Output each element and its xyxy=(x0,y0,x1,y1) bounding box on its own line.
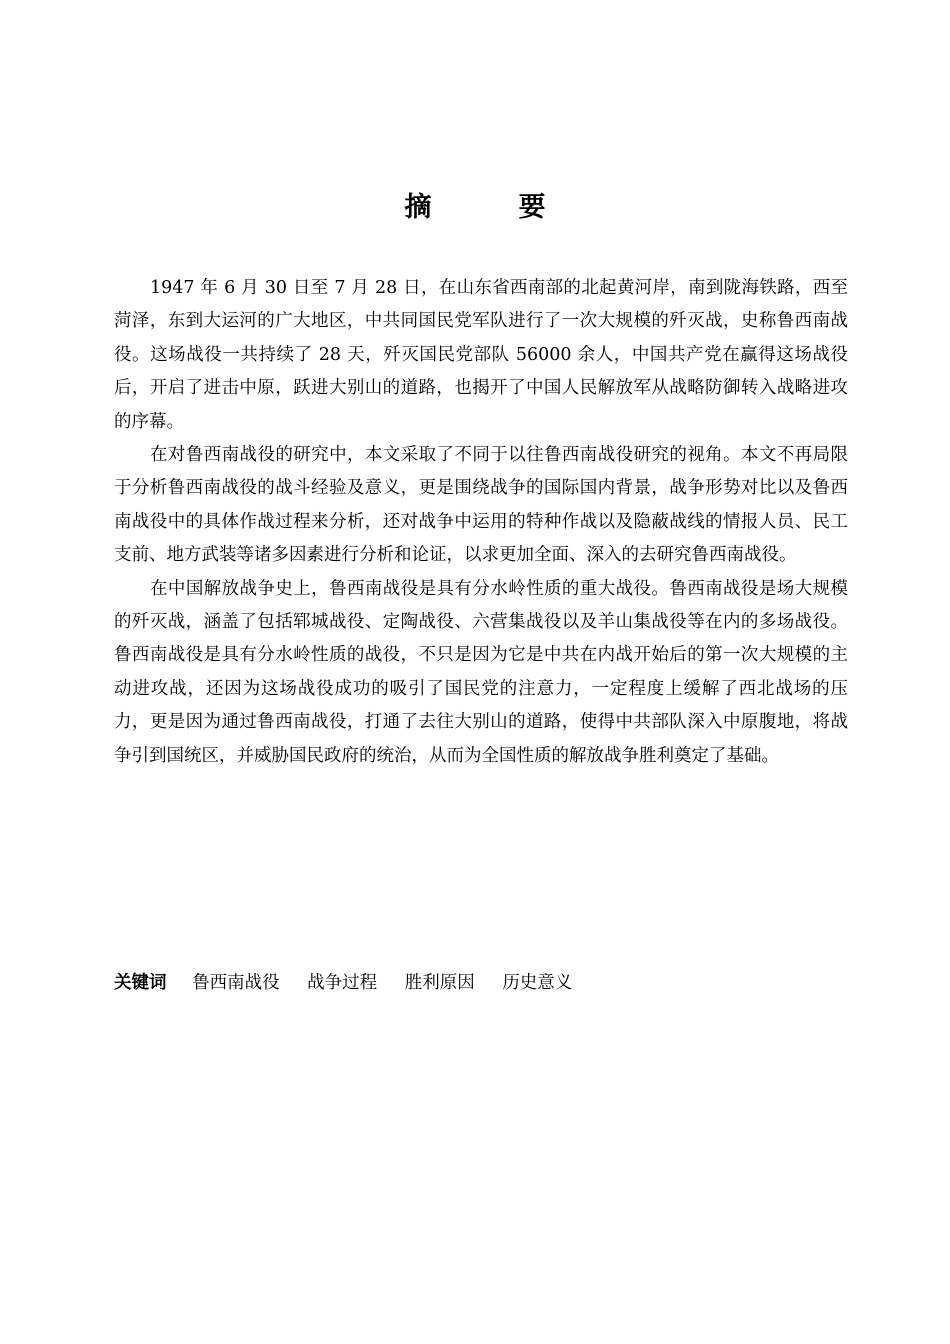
keyword-item: 胜利原因 xyxy=(404,973,475,993)
keywords-label: 关键词 xyxy=(114,973,167,993)
abstract-paragraph-3: 在中国解放战争史上，鲁西南战役是具有分水岭性质的重大战役。鲁西南战役是场大规模的歼灭战，涵盖了包括郓城战役、定陶战役、六营集战役以及羊山集战役等在内的多场战役。鲁西南战役是具有分水岭性质的战役，不只是因为它是中共在内战开始后的第一次大规模的主动进攻战，还因为这场战役成功的吸引了国民党的注意力，一定程度上缓解了西北战场的压力，更是因为通过鲁西南战役，打通了去往大别山的道路，使得中共部队深入中原腹地，将战争引到国统区，并威胁国民政府的统治，从而为全国性质的解放战争胜利奠定了基础。 xyxy=(114,578,848,766)
keywords-line xyxy=(114,968,848,998)
abstract-paragraph-2: 在对鲁西南战役的研究中，本文采取了不同于以往鲁西南战役研究的视角。本文不再局限于分析鲁西南战役的战斗经验及意义，更是围绕战争的国际国内背景，战争形势对比以及鲁西南战役中的具体作战过程来分析，还对战争中运用的特种作战以及隐蔽战线的情报人员、民工支前、地方武装等诸多因素进行分析和论证，以求更加全面、深入的去研究鲁西南战役。 xyxy=(114,445,848,566)
abstract-title: 摘 要 xyxy=(404,192,576,223)
abstract-paragraph-1: 1947 年 6 月 30 日至 7 月 28 日，在山东省西南部的北起黄河岸，南到陇海铁路，西至菏泽，东到大运河的广大地区，中共同国民党军队进行了一次大规模的歼灭战，史称鲁西南战役。这场战役一共持续了 28 天，歼灭国民党部队 56000 余人，中国共产党在赢得这场战役后，开启了进击中原，跃进大别山的道路，也揭开了中国人民解放军从战略防御转入战略进攻的序幕。 xyxy=(114,278,848,432)
keyword-item: 历史意义 xyxy=(502,973,573,993)
keyword-item: 鲁西南战役 xyxy=(192,973,280,993)
keyword-item: 战争过程 xyxy=(307,973,378,993)
abstract-body xyxy=(114,272,848,773)
